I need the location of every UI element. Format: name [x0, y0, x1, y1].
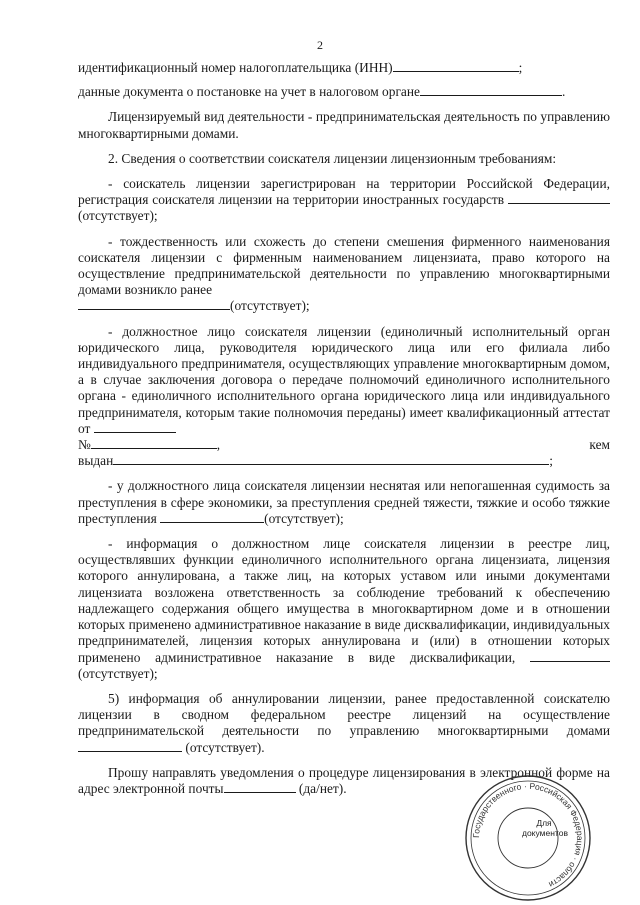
- section-2-heading: 2. Сведения о соответствии соискателя лицензии лицензионным требованиям:: [108, 150, 557, 166]
- requirement-official-certificate: - должностное лицо соискателя лицензии (единоличный исполнительный орган юридического лица, руководителя юридического лица или его филиала либо индивидуального предпринимателя, осуществляющих управление многоквартирным домом, а в случае заключения договора о передаче полномочий единоличного исполнительного органа - единоличного исполнительного органа юридического лица или индивидуального предпринимателя, которым такие полномочия переданы) имеет квалификационный аттестат от: [78, 323, 610, 436]
- requirement-registry-info: - информация о должностном лице соискателя лицензии в реестре лиц, осуществлявших функции единоличного исполнительного органа лицензиата, лицензия которого аннулирована, а также лиц, на которых уставом или иными документами лицензиата возложена ответственность за соблюдение требований к обеспечению надлежащего содержания общего имущества в многоквартирном доме и в отношении которых применено административное наказание в виде дисквалификации, индивидуальных предпринимателей, лицензия которых аннулирована и (или) в отношении которых применено административное наказание в виде дисквалификации, (отсутствует);: [78, 536, 610, 681]
- notification-request: Прошу направлять уведомления о процедуре лицензирования в электронной форме на адрес электронной почты (да/нет).: [78, 764, 610, 796]
- document-body: идентификационный номер налогоплательщика (ИНН) ; данные документа о постановке на учет в налоговом органе . Лицензируемый вид деятельности - предпринимательская деятельность по управлению многоквартирными домами. 2. Сведения о соответствии соискателя лицензии лицензионным требованиям: - соискатель лицензии зарегистрирован на территории Российской Федерации, регистрация соискателя лицензии на территории иностранных государств (отсутствует); - тождественность или схожесть до степени смешения фирменного наименования соискателя лицензии с фирменным наименованием лицензиата, право которого на осуществление предпринимательской деятельности по управлению многоквартирными домами возникло ранее (отсутствует); - должностное лицо соискателя лицензии (единоличный исполнительный орган юридического лица, руководителя юридического лица или его филиала либо индивидуального предпринимателя, осуществляющих управление многоквартирным домом, а в случае заключения договора о передаче полномочий единоличного исполнительного органа - единоличного исполнительного органа юридического лица или индивидуального предпринимателя, которым такие полномочия переданы) имеет квалификационный аттестат от № , кем выдан ; - у должностного лица соискателя лицензии неснятая или непогашенная судимость за преступления в сфере экономики, за преступления средней тяжести, тяжкие и особо тяжкие преступления (отсутствует); - информация о должностном лице соискателя лицензии в реестре лиц, осуществлявших функции единоличного исполнительного органа лицензиата, лицензия которого аннулирована, а также лиц, на которых уставом или иными документами лицензиата возложена ответственность за соблюдение требований к обеспечению надлежащего содержания общего имущества в многоквартирном доме и в отношении которых применено административное наказание в виде дисквалификации, индивидуальных предпринимателей, лицензия которых аннулирована и (или) в отношении которых применено административное наказание в виде дисквалификации, (отсутствует); 5) информация об аннулировании лицензии, ранее предоставленной соискателю лицензии в сводном федеральном реестре лицензий на осуществление предпринимательской деятельности по управлению многоквартирными домами (отсутствует). Прошу направлять уведомления о процедуре лицензирования в электронной форме на адрес электронной почты (да/нет).: [78, 60, 610, 796]
- requirement-registration: - соискатель лицензии зарегистрирован на территории Российской Федерации, регистрация соискателя лицензии на территории иностранных государств (отсутствует);: [78, 176, 610, 224]
- tax-doc-blank: [420, 84, 562, 96]
- stamp-center-text: Для документов: [522, 818, 568, 838]
- requirement-company-name: - тождественность или схожесть до степени смешения фирменного наименования соискателя лицензии с фирменным наименованием лицензиата, право которого на осуществление предпринимательской деятельности по управлению многоквартирными домами возникло ранее: [78, 233, 610, 298]
- inn-blank: [393, 60, 519, 72]
- official-stamp: [463, 773, 593, 903]
- tax-doc-line: данные документа о постановке на учет в налоговом органе .: [78, 84, 566, 100]
- inn-line: идентификационный номер налогоплательщика (ИНН) ;: [78, 60, 523, 75]
- page-number: 2: [317, 38, 323, 52]
- requirement-criminal-record: - у должностного лица соискателя лицензии неснятая или непогашенная судимость за преступления в сфере экономики, за преступления средней тяжести, тяжкие и особо тяжкие преступления (отсутствует);: [78, 478, 610, 526]
- activity-paragraph: Лицензируемый вид деятельности - предпринимательская деятельность по управлению многоквартирными домами.: [78, 109, 610, 141]
- requirement-license-revoked: 5) информация об аннулировании лицензии, ранее предоставленной соискателю лицензии в сводном федеральном реестре лицензий на осуществление предпринимательской деятельности по управлению многоквартирными домами (отсутствует).: [78, 690, 610, 755]
- svg-text:Государственного · Российская: Государственного · Российская Федерация · области: [470, 780, 586, 890]
